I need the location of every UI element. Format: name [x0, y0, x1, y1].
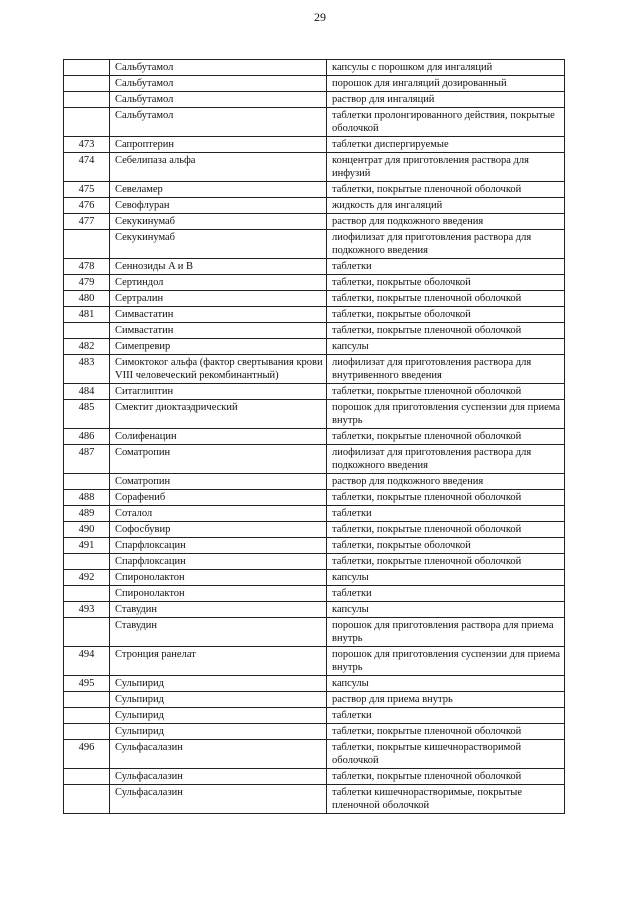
row-number-cell: 490 — [64, 522, 110, 538]
dosage-form-cell: порошок для приготовления суспензии для приема внутрь — [327, 647, 565, 676]
table-row — [64, 785, 565, 814]
drug-name-cell: Смектит диоктаэдрический — [110, 400, 327, 429]
dosage-form-cell: таблетки — [327, 586, 565, 602]
dosage-form-cell: таблетки, покрытые пленочной оболочкой — [327, 429, 565, 445]
row-number-cell: 487 — [64, 445, 110, 474]
drug-name-cell: Спарфлоксацин — [110, 538, 327, 554]
table-row — [64, 198, 565, 214]
row-number-cell — [64, 724, 110, 740]
dosage-form-cell: таблетки, покрытые пленочной оболочкой — [327, 182, 565, 198]
table-row — [64, 554, 565, 570]
drug-name-cell: Симвастатин — [110, 323, 327, 339]
drug-name-cell: Спарфлоксацин — [110, 554, 327, 570]
drug-name-cell: Ситаглиптин — [110, 384, 327, 400]
table-row — [64, 769, 565, 785]
drug-name-cell: Симвастатин — [110, 307, 327, 323]
dosage-form-cell: жидкость для ингаляций — [327, 198, 565, 214]
dosage-form-cell: лиофилизат для приготовления раствора для подкожного введения — [327, 230, 565, 259]
dosage-form-cell: раствор для подкожного введения — [327, 214, 565, 230]
row-number-cell — [64, 586, 110, 602]
row-number-cell: 473 — [64, 137, 110, 153]
drug-name-cell: Спиронолактон — [110, 586, 327, 602]
table-row — [64, 355, 565, 384]
table-row — [64, 92, 565, 108]
drug-name-cell: Сальбутамол — [110, 108, 327, 137]
dosage-form-cell: концентрат для приготовления раствора для инфузий — [327, 153, 565, 182]
row-number-cell: 475 — [64, 182, 110, 198]
drug-name-cell: Сорафениб — [110, 490, 327, 506]
drug-name-cell: Стронция ранелат — [110, 647, 327, 676]
table-row — [64, 323, 565, 339]
drug-name-cell: Соматропин — [110, 445, 327, 474]
dosage-form-cell: порошок для приготовления раствора для приема внутрь — [327, 618, 565, 647]
table-row — [64, 676, 565, 692]
dosage-form-cell: капсулы с порошком для ингаляций — [327, 60, 565, 76]
drug-name-cell: Себелипаза альфа — [110, 153, 327, 182]
drug-name-cell: Симепревир — [110, 339, 327, 355]
row-number-cell: 481 — [64, 307, 110, 323]
row-number-cell: 494 — [64, 647, 110, 676]
row-number-cell — [64, 230, 110, 259]
table-row — [64, 692, 565, 708]
table-row — [64, 538, 565, 554]
dosage-form-cell: капсулы — [327, 602, 565, 618]
row-number-cell — [64, 692, 110, 708]
row-number-cell — [64, 92, 110, 108]
drug-name-cell: Симоктоког альфа (фактор свертывания крови VIII человеческий рекомбинантный) — [110, 355, 327, 384]
dosage-form-cell: таблетки, покрытые оболочкой — [327, 538, 565, 554]
drug-name-cell: Сертиндол — [110, 275, 327, 291]
drug-name-cell: Солифенацин — [110, 429, 327, 445]
dosage-form-cell: таблетки, покрытые оболочкой — [327, 307, 565, 323]
drug-name-cell: Сальбутамол — [110, 76, 327, 92]
row-number-cell — [64, 474, 110, 490]
table-row — [64, 740, 565, 769]
table-row — [64, 474, 565, 490]
drug-name-cell: Севофлуран — [110, 198, 327, 214]
dosage-form-cell: капсулы — [327, 339, 565, 355]
row-number-cell — [64, 708, 110, 724]
drug-table-body — [64, 60, 565, 814]
row-number-cell: 483 — [64, 355, 110, 384]
row-number-cell — [64, 108, 110, 137]
drug-name-cell: Сульфасалазин — [110, 769, 327, 785]
dosage-form-cell: лиофилизат для приготовления раствора для внутривенного введения — [327, 355, 565, 384]
row-number-cell — [64, 76, 110, 92]
table-row — [64, 506, 565, 522]
table-row — [64, 182, 565, 198]
table-row — [64, 76, 565, 92]
drug-name-cell: Сапроптерин — [110, 137, 327, 153]
table-row — [64, 153, 565, 182]
table-row — [64, 724, 565, 740]
table-row — [64, 230, 565, 259]
table-row — [64, 445, 565, 474]
dosage-form-cell: таблетки, покрытые пленочной оболочкой — [327, 323, 565, 339]
drug-name-cell: Ставудин — [110, 618, 327, 647]
row-number-cell — [64, 785, 110, 814]
table-row — [64, 307, 565, 323]
row-number-cell: 486 — [64, 429, 110, 445]
dosage-form-cell: таблетки, покрытые оболочкой — [327, 275, 565, 291]
drug-name-cell: Софосбувир — [110, 522, 327, 538]
table-row — [64, 522, 565, 538]
row-number-cell: 476 — [64, 198, 110, 214]
page-number: 29 — [314, 10, 326, 24]
drug-name-cell: Сульпирид — [110, 692, 327, 708]
table-row — [64, 490, 565, 506]
drug-name-cell: Спиронолактон — [110, 570, 327, 586]
drug-name-cell: Севеламер — [110, 182, 327, 198]
dosage-form-cell: порошок для ингаляций дозированный — [327, 76, 565, 92]
table-row — [64, 384, 565, 400]
drug-name-cell: Сульпирид — [110, 724, 327, 740]
dosage-form-cell: таблетки, покрытые пленочной оболочкой — [327, 554, 565, 570]
dosage-form-cell: таблетки, покрытые пленочной оболочкой — [327, 291, 565, 307]
table-row — [64, 291, 565, 307]
dosage-form-cell: таблетки, покрытые пленочной оболочкой — [327, 490, 565, 506]
table-row — [64, 275, 565, 291]
row-number-cell: 484 — [64, 384, 110, 400]
row-number-cell — [64, 323, 110, 339]
dosage-form-cell: таблетки диспергируемые — [327, 137, 565, 153]
drug-name-cell: Секукинумаб — [110, 214, 327, 230]
table-row — [64, 137, 565, 153]
table-row — [64, 214, 565, 230]
dosage-form-cell: лиофилизат для приготовления раствора для подкожного введения — [327, 445, 565, 474]
table-row — [64, 108, 565, 137]
dosage-form-cell: таблетки, покрытые пленочной оболочкой — [327, 522, 565, 538]
drug-name-cell: Сульфасалазин — [110, 740, 327, 769]
row-number-cell: 491 — [64, 538, 110, 554]
table-row — [64, 570, 565, 586]
row-number-cell — [64, 60, 110, 76]
row-number-cell — [64, 554, 110, 570]
row-number-cell: 482 — [64, 339, 110, 355]
dosage-form-cell: порошок для приготовления суспензии для приема внутрь — [327, 400, 565, 429]
table-row — [64, 602, 565, 618]
drug-name-cell: Сульпирид — [110, 708, 327, 724]
dosage-form-cell: таблетки — [327, 506, 565, 522]
drug-name-cell: Ставудин — [110, 602, 327, 618]
row-number-cell: 474 — [64, 153, 110, 182]
row-number-cell: 489 — [64, 506, 110, 522]
dosage-form-cell: таблетки — [327, 259, 565, 275]
drug-name-cell: Сульпирид — [110, 676, 327, 692]
row-number-cell: 479 — [64, 275, 110, 291]
row-number-cell: 477 — [64, 214, 110, 230]
row-number-cell: 480 — [64, 291, 110, 307]
row-number-cell — [64, 769, 110, 785]
drug-name-cell: Соматропин — [110, 474, 327, 490]
row-number-cell: 496 — [64, 740, 110, 769]
drug-name-cell: Соталол — [110, 506, 327, 522]
row-number-cell: 493 — [64, 602, 110, 618]
row-number-cell — [64, 618, 110, 647]
table-row — [64, 400, 565, 429]
row-number-cell: 485 — [64, 400, 110, 429]
drug-name-cell: Сальбутамол — [110, 92, 327, 108]
dosage-form-cell: таблетки, покрытые кишечнорастворимой оболочкой — [327, 740, 565, 769]
dosage-form-cell: таблетки — [327, 708, 565, 724]
dosage-form-cell: капсулы — [327, 570, 565, 586]
table-row — [64, 259, 565, 275]
drug-table — [63, 59, 565, 814]
dosage-form-cell: раствор для приема внутрь — [327, 692, 565, 708]
drug-name-cell: Секукинумаб — [110, 230, 327, 259]
table-row — [64, 618, 565, 647]
table-row — [64, 708, 565, 724]
table-row — [64, 586, 565, 602]
dosage-form-cell: таблетки, покрытые пленочной оболочкой — [327, 724, 565, 740]
drug-name-cell: Сеннозиды A и B — [110, 259, 327, 275]
row-number-cell: 492 — [64, 570, 110, 586]
table-row — [64, 647, 565, 676]
drug-name-cell: Сертралин — [110, 291, 327, 307]
dosage-form-cell: таблетки пролонгированного действия, покрытые оболочкой — [327, 108, 565, 137]
dosage-form-cell: таблетки, покрытые пленочной оболочкой — [327, 769, 565, 785]
table-row — [64, 60, 565, 76]
drug-name-cell: Сульфасалазин — [110, 785, 327, 814]
table-row — [64, 429, 565, 445]
dosage-form-cell: капсулы — [327, 676, 565, 692]
dosage-form-cell: раствор для ингаляций — [327, 92, 565, 108]
dosage-form-cell: таблетки, покрытые пленочной оболочкой — [327, 384, 565, 400]
row-number-cell: 478 — [64, 259, 110, 275]
table-row — [64, 339, 565, 355]
drug-name-cell: Сальбутамол — [110, 60, 327, 76]
row-number-cell: 488 — [64, 490, 110, 506]
row-number-cell: 495 — [64, 676, 110, 692]
dosage-form-cell: раствор для подкожного введения — [327, 474, 565, 490]
dosage-form-cell: таблетки кишечнорастворимые, покрытые пленочной оболочкой — [327, 785, 565, 814]
